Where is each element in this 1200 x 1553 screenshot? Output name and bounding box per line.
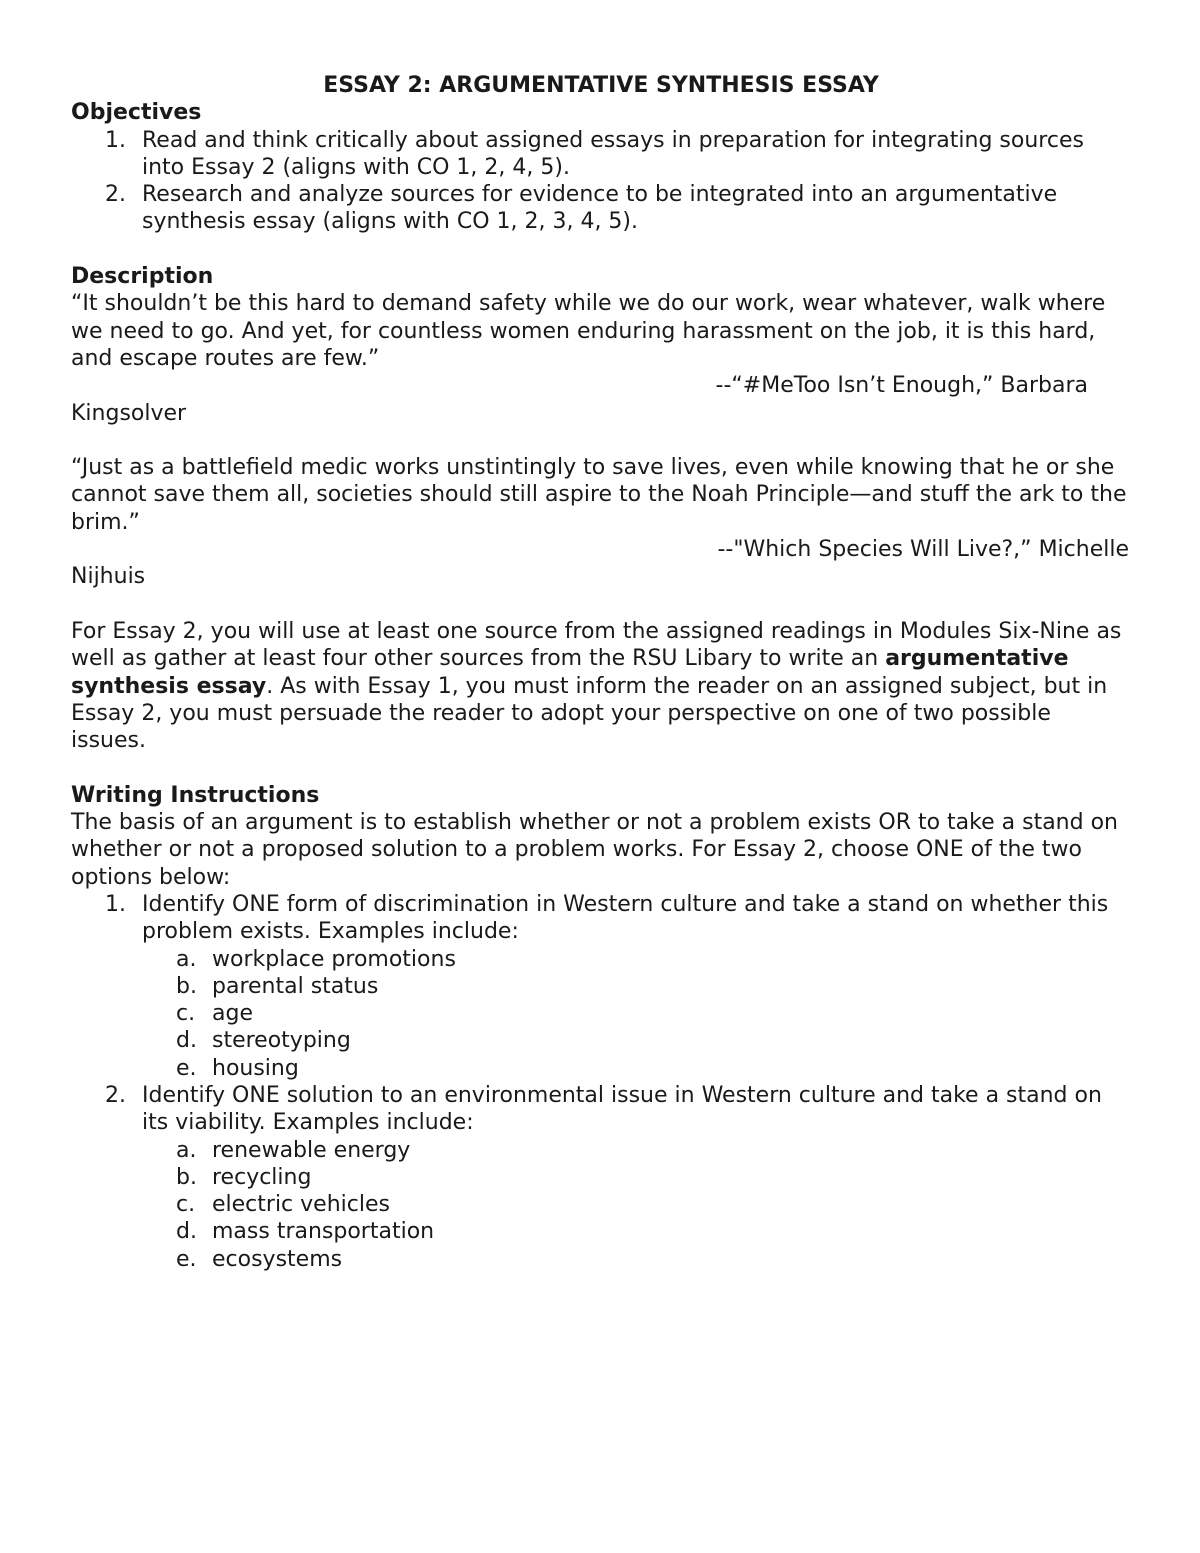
list-marker: 2. xyxy=(105,1082,126,1108)
example-text: age xyxy=(212,1001,253,1027)
example-item xyxy=(142,1000,1131,1027)
example-item xyxy=(142,1027,1131,1054)
examples-list xyxy=(142,946,1131,1082)
list-marker: b. xyxy=(176,1164,197,1190)
list-marker: 2. xyxy=(105,182,126,208)
example-item xyxy=(142,1246,1131,1273)
example-text: renewable energy xyxy=(212,1137,411,1163)
example-text: recycling xyxy=(212,1164,312,1190)
document-title: ESSAY 2: ARGUMENTATIVE SYNTHESIS ESSAY xyxy=(323,73,879,98)
example-item xyxy=(142,1137,1131,1164)
example-item xyxy=(142,973,1131,1000)
quote-nijhuis: “Just as a battlefield medic works unstintingly to save lives, even while knowing that he or she cannot save them all, societies should still aspire to the Noah Principle—and stuff the ark to the brim.” xyxy=(71,455,1127,535)
examples-list xyxy=(142,1137,1131,1273)
option-text: Identify ONE form of discrimination in Western culture and take a stand on whether this problem exists. Examples include: xyxy=(142,891,1109,945)
description-paragraph xyxy=(71,618,1131,754)
paragraph-text: For Essay 2, you will use at least one source from the assigned readings in Modules Six-Nine as well as gather at least four other sources from the RSU Libary to write an xyxy=(71,618,1122,672)
example-item xyxy=(142,1164,1131,1191)
example-text: mass transportation xyxy=(212,1219,435,1245)
objective-item xyxy=(71,181,1131,236)
objective-text: Read and think critically about assigned essays in preparation for integrating sources into Essay 2 (aligns with CO 1, 2, 4, 5). xyxy=(142,127,1084,180)
example-item xyxy=(142,946,1131,973)
example-item xyxy=(142,1055,1131,1082)
attribution-kingsolver: --“#MeToo Isn’t Enough,” Barbara xyxy=(715,373,1088,399)
objectives-heading: Objectives xyxy=(71,100,202,126)
list-marker: 1. xyxy=(105,891,126,917)
list-marker: c. xyxy=(176,1001,196,1027)
list-marker: d. xyxy=(176,1028,197,1054)
quote-kingsolver: “It shouldn’t be this hard to demand safety while we do our work, wear whatever, walk where we need to go. And yet, for countless women enduring harassment on the job, it is this hard, and escape routes are few.” xyxy=(71,291,1106,371)
spacer xyxy=(71,427,1131,454)
example-item xyxy=(142,1191,1131,1218)
list-marker: e. xyxy=(176,1246,197,1272)
objective-item xyxy=(71,127,1131,182)
example-text: workplace promotions xyxy=(212,946,456,972)
list-marker: b. xyxy=(176,973,197,999)
spacer xyxy=(71,591,1131,618)
options-list xyxy=(71,891,1131,1273)
list-marker: a. xyxy=(176,946,197,972)
list-marker: 1. xyxy=(105,127,126,153)
objectives-list xyxy=(71,127,1131,236)
example-text: electric vehicles xyxy=(212,1192,390,1218)
option-text: Identify ONE solution to an environmental issue in Western culture and take a stand on its viability. Examples include: xyxy=(142,1082,1102,1136)
example-text: stereotyping xyxy=(212,1028,351,1054)
attribution-nijhuis: --"Which Species Will Live?,” Michelle xyxy=(717,537,1129,563)
example-text: housing xyxy=(212,1055,299,1081)
example-text: ecosystems xyxy=(212,1246,343,1272)
writing-instructions-heading: Writing Instructions xyxy=(71,782,320,808)
document-page xyxy=(71,72,1131,1273)
option-item xyxy=(71,1082,1131,1273)
example-item xyxy=(142,1218,1131,1245)
list-marker: c. xyxy=(176,1192,196,1218)
attribution-nijhuis-continued: Nijhuis xyxy=(71,564,146,590)
spacer xyxy=(71,754,1131,781)
spacer xyxy=(71,236,1131,263)
list-marker: a. xyxy=(176,1137,197,1163)
objective-text: Research and analyze sources for evidence to be integrated into an argumentative synthesis essay (aligns with CO 1, 2, 3, 4, 5). xyxy=(142,182,1058,235)
writing-intro: The basis of an argument is to establish whether or not a problem exists OR to take a stand on whether or not a proposed solution to a problem works. For Essay 2, choose ONE of the two options below: xyxy=(71,810,1118,890)
emphasis-text: argumentative synthesis essay xyxy=(71,646,1069,699)
list-marker: d. xyxy=(176,1219,197,1245)
description-heading: Description xyxy=(71,264,214,290)
list-marker: e. xyxy=(176,1055,197,1081)
example-text: parental status xyxy=(212,973,379,999)
paragraph-text: . As with Essay 1, you must inform the reader on an assigned subject, but in Essay 2, you must persuade the reader to adopt your perspective on one of two possible issues. xyxy=(71,673,1108,754)
attribution-kingsolver-continued: Kingsolver xyxy=(71,400,187,426)
option-item xyxy=(71,891,1131,1082)
